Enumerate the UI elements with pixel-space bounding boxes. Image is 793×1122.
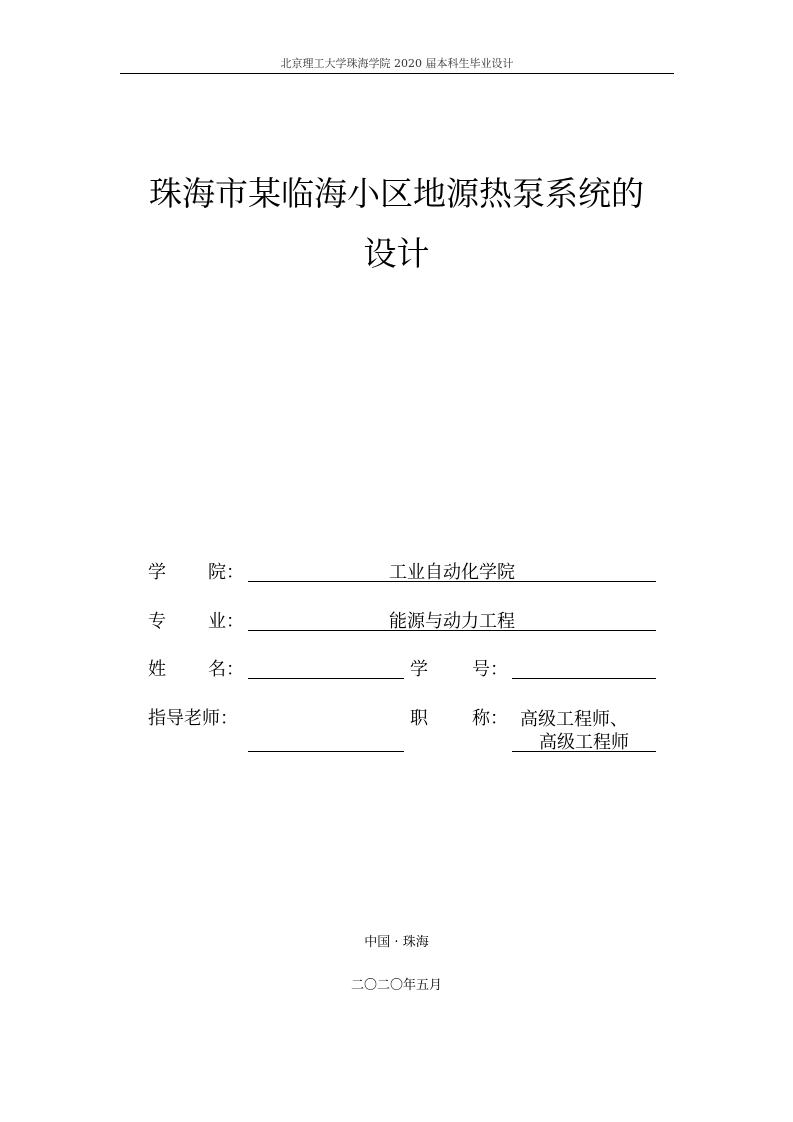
id-underline: [512, 678, 656, 679]
major-value: 能源与动力工程: [389, 611, 515, 632]
major-label-b: 业：: [208, 611, 244, 632]
thesis-title-line2: 设计: [363, 234, 430, 273]
college-label-b: 院：: [208, 562, 244, 583]
college-label-a: 学: [148, 562, 166, 583]
header-rule: [120, 73, 674, 74]
rank-label-a: 职: [410, 708, 428, 729]
footer-date: 二〇二〇年五月: [350, 978, 442, 993]
id-label-b: 号：: [472, 659, 508, 680]
major-label-a: 专: [148, 611, 166, 632]
advisor-underline: [248, 751, 404, 752]
rank-value-line2: 高级工程师: [539, 732, 629, 753]
thesis-title-line1: 珠海市某临海小区地源热泵系统的: [149, 174, 644, 213]
college-underline: [248, 581, 656, 582]
college-value: 工业自动化学院: [389, 562, 515, 583]
name-underline: [248, 678, 404, 679]
rank-underline: [512, 751, 656, 752]
advisor-label: 指导老师：: [148, 708, 238, 729]
id-label-a: 学: [410, 659, 428, 680]
rank-label-b: 称：: [472, 708, 508, 729]
footer-place: 中国 · 珠海: [364, 935, 429, 950]
running-header: 北京理工大学珠海学院 2020 届本科生毕业设计: [280, 57, 514, 70]
rank-value-line1: 高级工程师、: [520, 709, 628, 730]
major-underline: [248, 630, 656, 631]
name-label-a: 姓: [148, 659, 166, 680]
name-label-b: 名：: [208, 659, 244, 680]
